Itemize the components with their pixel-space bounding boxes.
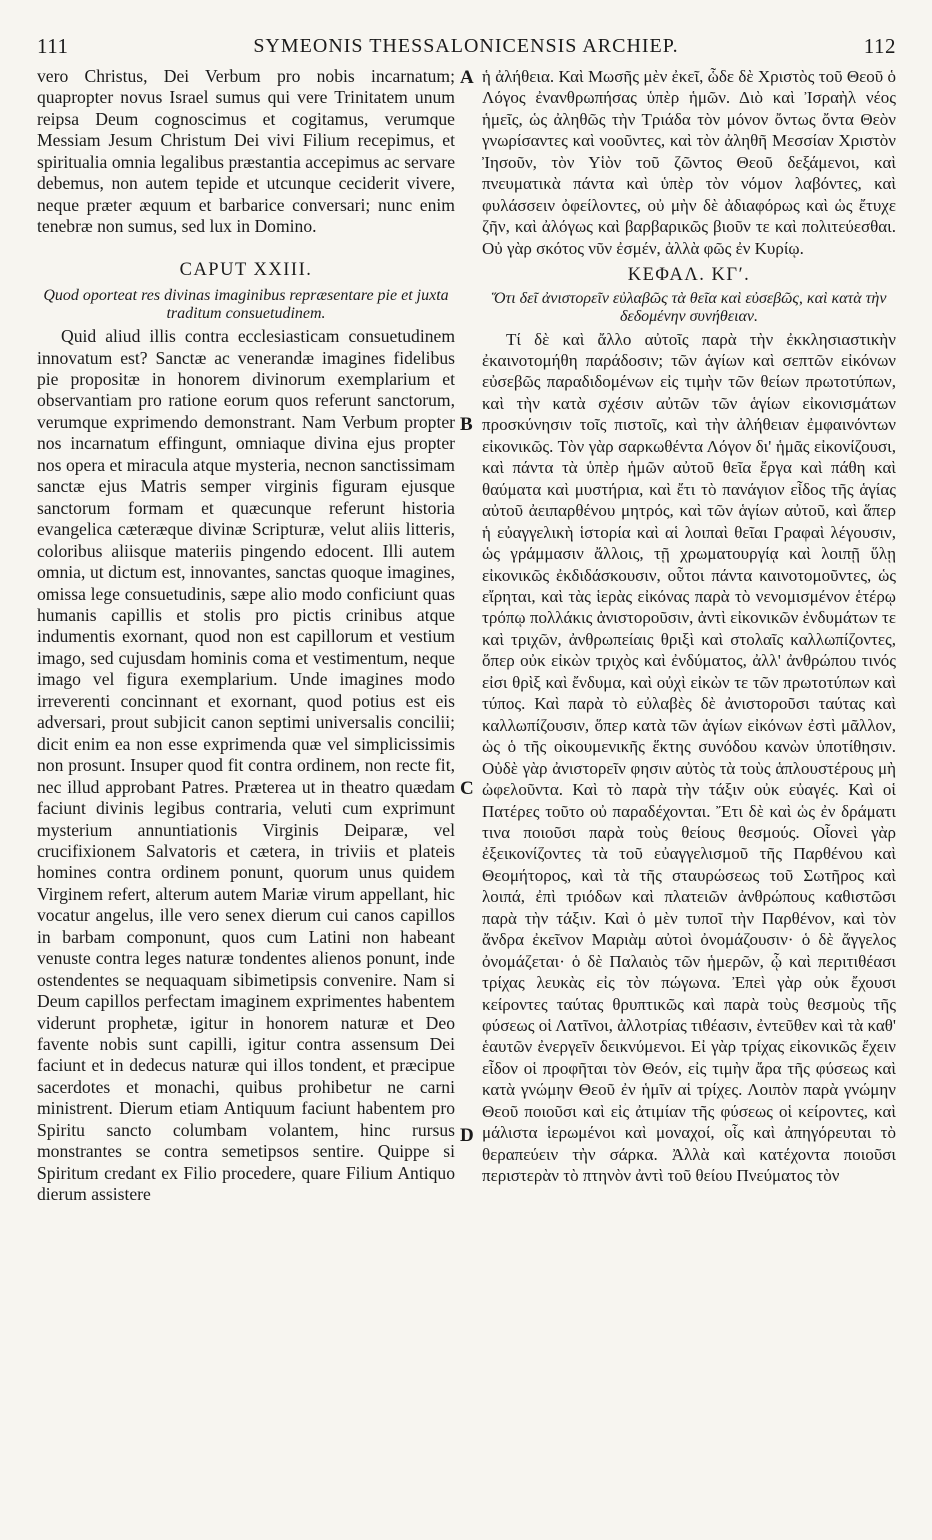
latin-column <box>37 66 455 1206</box>
latin-chapter-heading: CAPUT XXIII. <box>179 259 313 280</box>
latin-intro-paragraph: vero Christus, Dei Verbum pro nobis incarnatum; quapropter novus Israel sumus qui vere Trinitatem unum reipsa Deum cognoscimus et cogitamus, verumque Messiam Jesum Christum Dei vivi Filium recepimus, et spiritualia omnia legalibus præstantia accepimus ac servare debemus, non autem tepide et utcunque ceciderit vivere, neque præter æquum et barbarice conversari; nunc enim tenebræ non sumus, sed lux in Domino. <box>37 66 455 237</box>
margin-marker-a: A <box>460 67 474 88</box>
greek-column <box>482 66 896 1187</box>
greek-intro-paragraph: ἡ ἀλήθεια. Καὶ Μωσῆς μὲν ἐκεῖ, ὧδε δὲ Χριστὸς τοῦ Θεοῦ ὁ Λόγος ἐνανθρωπήσας ὑπὲρ ἡμῶν. Διὸ καὶ Ἰσραὴλ νέος ἡμεῖς, ὡς ἀληθῶς τὴν Τριάδα τὸν μόνον ὄντως ὄντα Θεὸν γνωρίσαντες καὶ νοοῦντες, καὶ τὸν ἀληθῆ Μεσσίαν Χριστὸν Ἰησοῦν, τὸν Υἱὸν τοῦ ζῶντος Θεοῦ δεξάμενοι, καὶ πνευματικὰ πάντα καὶ ὑπὲρ τὸν νόμον λαβόντες, καὶ φυλάσσειν ὀφείλοντες, οὐ μὴν δὲ ἀδιαφόρως καὶ ὡς ἔτυχε ζῆν, καὶ ἀλόγως καὶ βαρβαρικῶς βιοῦν τε καὶ πολιτεύεσθαι. Οὐ γὰρ σκότος νῦν ἐσμέν, ἀλλὰ φῶς ἐν Κυρίῳ. <box>482 67 896 258</box>
running-header <box>0 34 932 58</box>
margin-marker-b: B <box>460 414 473 435</box>
latin-body-paragraph: Quid aliud illis contra ecclesiasticam consuetudinem innovatum est? Sanctæ ac venerandæ imagines fidelibus pie propositæ in honorem divinorum exemplarium et observantiam pro ratione eorum quos referunt sanctorum, verumque exprimendo demonstrant. Nam Verbum propter nos incarnatum effingunt, omniaque divina ejus propter nos opera et miracula atque mysteria, necnon sanctissimam sanctæ ejus Matris semper virginis figuram ejusque sanctorum formam et quæcunque referunt historia evangelica cæteræque divinæ Scripturæ, velut aliis litteris, coloribus aliisque materiis pingendo edocent. Illi autem omnia, ut dictum est, innovantes, sanctas quoque imagines, omissa lege consuetudinis, sæpe alio modo conficiunt quas humanis capillis et stolis pro pictis crinibus atque indumentis exornant, quod non est capillorum et vestium imago, sed cujusdam hominis coma et vestimentum, neque imago vel figura exemplarium. Unde imagines modo irreverenti concinnant et exornant, quod potius est eis adversari, prout subjicit canon septimi universalis concilii; dicit enim ea non esse exprimenda quæ vel simplicissimis non prosunt. Insuper quod fit contra ordinem, non recte fit, nec illud approbant Patres. Præterea ut in theatro quædam faciunt divinis legibus contraria, veluti cum exprimunt mysterium annuntiationis Virginis Deiparæ, vel crucifixionem Salvatoris et cætera, in triviis et plateis homines contra ordinem ponunt, quorum unus quidem Virginem refert, alterum autem Mariæ virum appellant, hic vocatur angelus, ille vero senex dierum cui canos capillos in barbam componunt, quos cum Latini non habeant venuste contra leges naturæ tondentes alienos ponunt, inde ostendentes se nequaquam sibimetipsis convenire. Nam si Deum capillos perfectam imaginem exprimentes habentem viderunt prophetæ, igitur in honorem naturæ et Deo favente nobis sunt capilli, igitur contra assensum Dei faciunt et in dedecus naturæ qui illos tondent, et præcipue sacerdotes et monachi, quibus prohibetur ne carni ministrent. Dierum etiam Antiquum faciunt habentem pro Spiritu sancto columbam volantem, hinc rursus monstrantes se contra semetipsos sentire. Quippe si Spiritum credant ex Filio procedere, quare Filium Antiquo dierum assistere <box>37 326 455 1205</box>
running-title: SYMEONIS THESSALONICENSIS ARCHIEP. <box>253 35 679 57</box>
margin-marker-c: C <box>460 778 474 799</box>
latin-chapter-subtitle: Quod oporteat res divinas imaginibus repræsentare pie et juxta traditum consuetudinem. <box>43 287 449 323</box>
greek-chapter-subtitle: Ὅτι δεῖ ἀνιστορεῖν εὐλαβῶς τὰ θεῖα καὶ εὐσεβῶς, καὶ κατὰ τὴν δεδομένην συνήθειαν. <box>491 289 887 325</box>
page-number-left: 111 <box>37 34 69 58</box>
page-number-right: 112 <box>863 34 896 58</box>
margin-marker-d: D <box>460 1125 474 1146</box>
greek-body-paragraph: Τί δὲ καὶ ἄλλο αὐτοῖς παρὰ τὴν ἐκκλησιαστικὴν ἐκαινοτομήθη παράδοσιν; τῶν ἁγίων καὶ σεπτῶν εἰκόνων εὐσεβῶς παραδιδομένων εἰς τιμὴν τῶν θείων πρωτοτύπων, καὶ τὴν κατὰ σχέσιν αὐτῶν τῶν ἁγίων εἰκονισμάτων προσκύνησιν τοῖς πιστοῖς, καὶ τὴν ἀλήθειαν ἐμφαινόντων εἰκονικῶς. Τὸν γὰρ σαρκωθέντα Λόγον δι' ἡμᾶς εἰκονίζουσι, καὶ πάντα τὰ ὑπὲρ ἡμῶν αὐτοῦ θεῖα ἔργα καὶ πάθη καὶ θαύματα καὶ μυστήρια, καὶ ἔτι τὸ πανάγιον εἶδος τῆς ἁγίας αὐτοῦ ἀειπαρθένου μητρός, καὶ τῶν ἁγίων αὐτοῦ, καὶ ἅπερ ἡ εὐαγγελικὴ ἱστορία καὶ αἱ λοιπαὶ θεῖαι Γραφαὶ λέγουσιν, ὡς γράμμασιν ἄλλοις, τῇ χρωματουργίᾳ καὶ λοιπῇ ὕλῃ εἰκονικῶς ἐκδιδάσκουσιν, οὗτοι πάντα καινοτομοῦντες, ὡς εἴρηται, καὶ τὰς ἱερὰς εἰκόνας παρὰ τὸ νενομισμένον ἑτέρῳ τρόπῳ πολλάκις ἀνιστοροῦσιν, ἀντὶ εἰκονικῶν ἐνδυμάτων τε καὶ τριχῶν, ἀνθρωπείαις θριξὶ καὶ στολαῖς καλλωπίζοντες, ὅπερ οὐκ εἰκὼν τριχὸς καὶ ἐνδύματος, ἀλλ' ἀνθρώπου τινός εἰσι θρὶξ καὶ ἔνδυμα, καὶ οὐχὶ εἰκὼν τε τῶν πρωτοτύπων καὶ τύπος. Καὶ παρὰ τὸ εὐλαβὲς δὲ ἀνιστοροῦσι ταύτας καὶ καλλωπίζουσιν, ὅπερ κατὰ τῶν ἁγίων εἰκόνων ἐστὶ μᾶλλον, ὡς ὁ τῆς οἰκουμενικῆς ἕκτης συνόδου κανὼν ὑποτίθησιν. Οὐδὲ γὰρ ἀνιστορεῖν φησιν αὐτὸς τὰ τοὺς ἁπλουστέρους μὴ ὠφελοῦντα. Καὶ τὸ παρὰ τὴν τάξιν οὐκ εὐαγές. Καὶ οἱ Πατέρες τοῦτο οὐ παραδέχονται. Ἔτι δὲ καὶ ὡς ἐν δράματι τινα ποιοῦσι παρὰ τοὺς θείους θεσμούς. Οἷονεὶ γὰρ ἐξεικονίζοντες τὰ τοῦ εὐαγγελισμοῦ τῆς Παρθένου καὶ Θεομήτορος, καὶ τὰ τῆς σταυρώσεως τοῦ Σωτῆρος καὶ λοιπά, ἐπὶ τριόδων καὶ πλατειῶν ἀνθρώπους καθιστῶσι παρὰ τὴν τάξιν. Καὶ ὁ μὲν τυποῖ τὴν Παρθένον, καὶ τὸν ἄνδρα ἐκεῖνον Μαριὰμ αὐτοὶ ὀνομάζουσιν· ὁ δὲ ἄγγελος ὀνομάζεται· ὁ δὲ Παλαιὸς τῶν ἡμερῶν, ᾧ καὶ περιτιθέασι τρίχας λευκὰς εἰς τὸν πώγωνα. Ἐπεὶ γὰρ οὐκ ἔχουσι κείροντες ταύτας θρυπτικῶς καὶ παρὰ τοὺς θεσμοὺς τῆς φύσεως οἱ Λατῖνοι, ἀλλοτρίας τιθέασιν, ἐντεῦθεν καὶ τὰ καθ' ἑαυτῶν ἐνεργεῖν δεικνύμενοι. Εἰ γὰρ τρίχας εἰκονικῶς ἔχειν εἶδον οἱ προφῆται τὸν Θεόν, εἰς τιμὴν ἄρα τῆς φύσεως καὶ κατὰ γνώμην Θεοῦ ἐν ἡμῖν αἱ τρίχες. Λοιπὸν παρὰ γνώμην Θεοῦ ποιοῦσι καὶ εἰς ἀτιμίαν τῆς φύσεως οἱ κείροντες, καὶ μάλιστα ἱερωμένοι καὶ μοναχοί, οἷς καὶ ἀπηγόρευται τὸ θεραπεύειν τὴν σάρκα. Ἀλλὰ καὶ κατέχοντα ποιοῦσι περιστερὰν τὸ πτηνὸν ἀντὶ τοῦ θείου Πνεύματος τὸν <box>482 329 896 1186</box>
greek-chapter-heading: ΚΕΦΑΛ. ΚΓʹ. <box>627 265 751 286</box>
